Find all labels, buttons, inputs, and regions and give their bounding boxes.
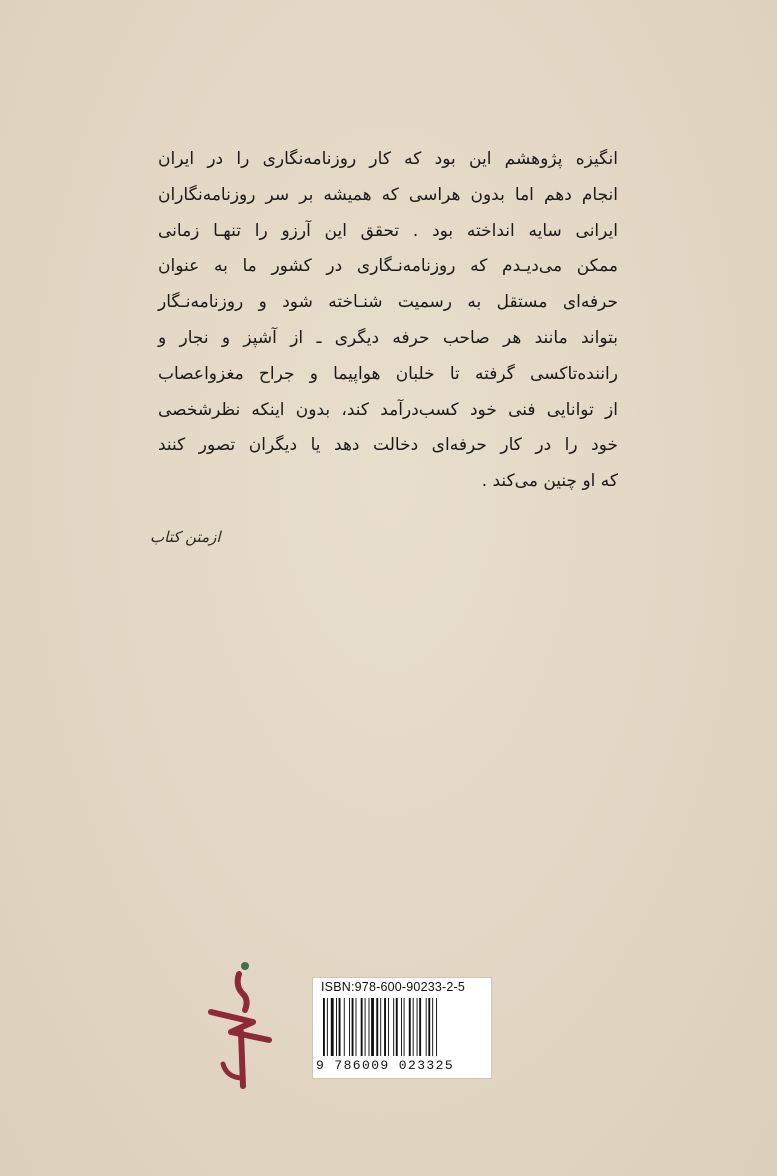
excerpt-line: بتواند مانند هر صاحب حرفه دیگری ـ از آشپز و نجار و bbox=[158, 327, 618, 348]
barcode-bar bbox=[365, 998, 366, 1056]
barcode-bar bbox=[339, 998, 341, 1056]
barcode-bar bbox=[361, 998, 363, 1056]
excerpt-line: خود را در کار حرفه‌ای دخالت دهد یا دیگران تصور کنند bbox=[158, 435, 618, 456]
excerpt-line: ممکن می‌دیـدم که روزنامه‌نـگاری در کشور ما به عنوان bbox=[158, 256, 618, 277]
barcode-bar bbox=[388, 998, 389, 1056]
excerpt-line: از توانایی فنی خود کسب‌درآمد کند، بدون اینکه نظرشخصی bbox=[158, 399, 618, 420]
barcode-digits: 9 786009 023325 bbox=[316, 1058, 455, 1073]
barcode-bar bbox=[413, 998, 414, 1056]
excerpt-line: راننده‌تاکسی گرفته تا خلبان هواپیما و جراح مغزواعصاب bbox=[158, 363, 618, 384]
barcode-bar bbox=[331, 998, 334, 1056]
excerpt-line: که او چنین می‌کند . bbox=[481, 471, 618, 492]
isbn-barcode-panel bbox=[312, 977, 492, 1079]
barcode-bar bbox=[419, 998, 421, 1056]
excerpt-line: حرفه‌ای مستقل به رسمیت شنـاخته شود و روزنامه‌نـگار bbox=[158, 292, 618, 313]
barcode-bar bbox=[380, 998, 381, 1056]
barcode-bar bbox=[401, 998, 402, 1056]
excerpt-line: ایرانی سایه انداخته بود . تحقق این آرزو را تنهـا زمانی bbox=[158, 220, 618, 241]
barcode-bar bbox=[409, 998, 411, 1056]
barcode-bar bbox=[384, 998, 386, 1056]
isbn-label: ISBN:978-600-90233-2-5 bbox=[321, 980, 466, 994]
barcode-bar bbox=[432, 998, 433, 1056]
barcode-bar bbox=[404, 998, 405, 1056]
barcode-icon bbox=[323, 998, 483, 1056]
barcode-bar bbox=[426, 998, 427, 1056]
book-excerpt bbox=[158, 142, 618, 500]
barcode-bar bbox=[396, 998, 398, 1056]
barcode-bar bbox=[369, 998, 370, 1056]
barcode-bar bbox=[349, 998, 350, 1056]
barcode-bar bbox=[436, 998, 437, 1056]
barcode-bar bbox=[417, 998, 418, 1056]
excerpt-source: ازمتن کتاب bbox=[150, 528, 221, 546]
barcode-bar bbox=[428, 998, 430, 1056]
barcode-bar bbox=[352, 998, 354, 1056]
barcode-bar bbox=[356, 998, 357, 1056]
barcode-bar bbox=[327, 998, 328, 1056]
barcode-bar bbox=[371, 998, 374, 1056]
barcode-bar bbox=[323, 998, 325, 1056]
excerpt-line: انجام دهم اما بدون هراسی که همیشه بر سر روزنامه‌نگاران bbox=[158, 184, 618, 205]
barcode-bar bbox=[336, 998, 337, 1056]
barcode-bar bbox=[344, 998, 345, 1056]
barcode-bar bbox=[393, 998, 394, 1056]
publisher-logo-icon bbox=[205, 960, 275, 1095]
excerpt-line: انگیزه پژوهشم این بود که کار روزنامه‌نگاری را در ایران bbox=[158, 149, 618, 169]
barcode-bar bbox=[376, 998, 378, 1056]
